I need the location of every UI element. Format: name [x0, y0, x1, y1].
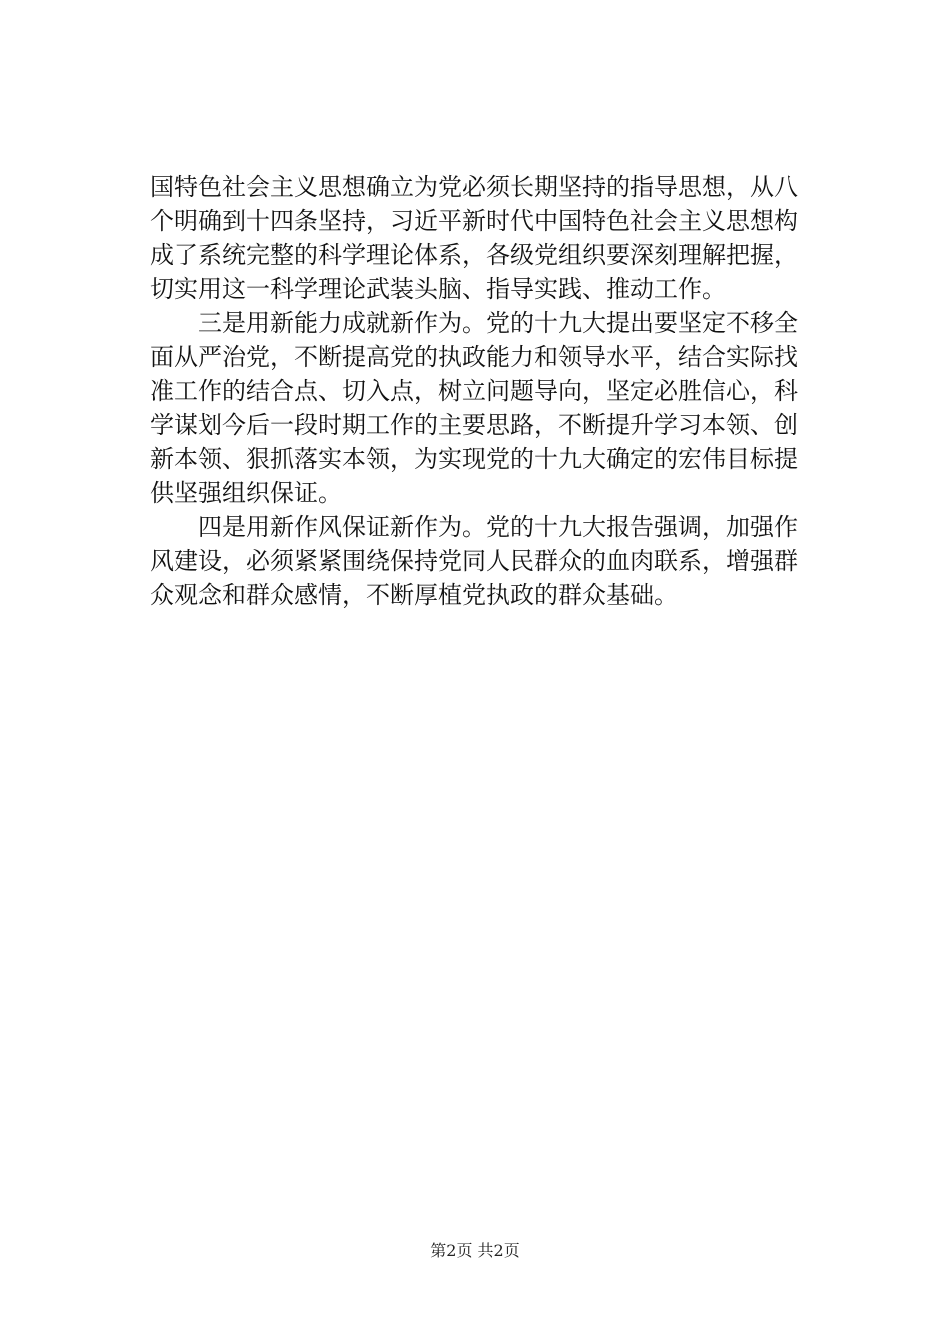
- paragraph-start-line: 四是用新作风保证新作为。党的十九大报告强调，加强作: [198, 513, 798, 541]
- text-line: 学谋划今后一段时期工作的主要思路，不断提升学习本领、创: [150, 411, 798, 439]
- text-line: 众观念和群众感情，不断厚植党执政的群众基础。: [150, 581, 678, 609]
- text-line: 风建设，必须紧紧围绕保持党同人民群众的血肉联系，增强群: [150, 547, 798, 575]
- text-line: 新本领、狠抓落实本领，为实现党的十九大确定的宏伟目标提: [150, 445, 798, 473]
- text-line: 面从严治党，不断提高党的执政能力和领导水平，结合实际找: [150, 343, 798, 371]
- text-line: 准工作的结合点、切入点，树立问题导向，坚定必胜信心，科: [150, 377, 798, 405]
- text-line: 供坚强组织保证。: [150, 479, 342, 507]
- text-line: 国特色社会主义思想确立为党必须长期坚持的指导思想，从八: [150, 173, 798, 201]
- body-text: [150, 170, 840, 612]
- paragraph-start-line: 三是用新能力成就新作为。党的十九大提出要坚定不移全: [198, 309, 798, 337]
- text-line: 成了系统完整的科学理论体系，各级党组织要深刻理解把握，: [150, 241, 798, 269]
- page-footer: 第2页 共2页: [430, 1241, 520, 1260]
- text-line: 切实用这一科学理论武装头脑、指导实践、推动工作。: [150, 275, 726, 303]
- text-line: 个明确到十四条坚持，习近平新时代中国特色社会主义思想构: [150, 207, 798, 235]
